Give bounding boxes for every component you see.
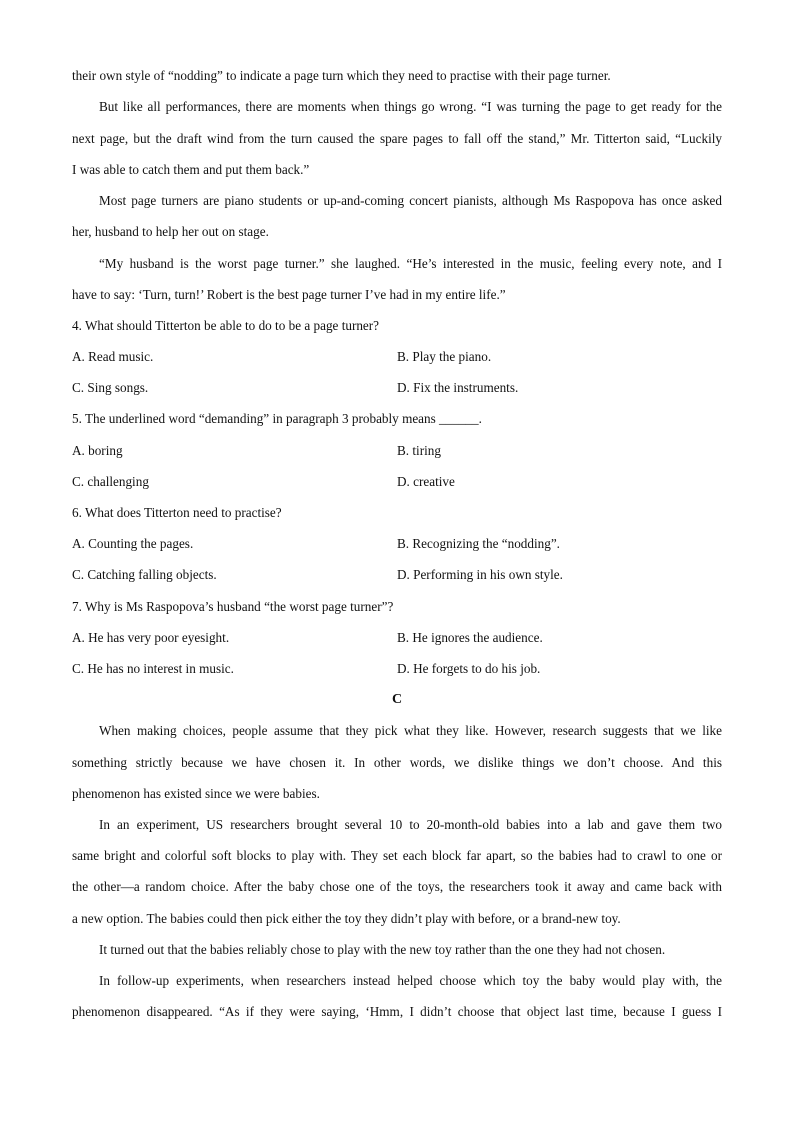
question-4-option-b: B. Play the piano. — [397, 349, 492, 364]
passage-b-paragraph-2-line-1: But like all performances, there are moments when things go wrong. “I was turning the page to get ready for the — [99, 99, 722, 114]
passage-b-paragraph-4-line-2: have to say: ‘Turn, turn!’ Robert is the best page turner I’ve had in my entire life.” — [72, 287, 506, 302]
question-4-option-a: A. Read music. — [72, 349, 154, 364]
question-7-option-d: D. He forgets to do his job. — [397, 661, 541, 676]
question-5-option-c: C. challenging — [72, 474, 149, 489]
passage-c-paragraph-2-line-2: same bright and colorful soft blocks to play with. They set each block far apart, so the babies had to crawl to one or — [72, 848, 722, 863]
question-5-option-b: B. tiring — [397, 443, 441, 458]
passage-c-paragraph-1-line-3: phenomenon has existed since we were babies. — [72, 786, 320, 801]
passage-c-paragraph-1-line-2: something strictly because we have chosen it. In other words, we dislike things we don’t choose. And this — [72, 755, 722, 770]
passage-b-paragraph-3-line-1: Most page turners are piano students or up-and-coming concert pianists, although Ms Raspopova has once asked — [99, 193, 722, 208]
question-5-option-d: D. creative — [397, 474, 455, 489]
passage-b-paragraph-2-line-3: I was able to catch them and put them back.” — [72, 162, 310, 177]
question-6-option-d: D. Performing in his own style. — [397, 567, 563, 582]
passage-c-paragraph-3: It turned out that the babies reliably chose to play with the new toy rather than the one they had not chosen. — [99, 942, 666, 957]
passage-c-paragraph-4-line-2: phenomenon disappeared. “As if they were saying, ‘Hmm, I didn’t choose that object last time, because I guess I — [72, 1004, 722, 1019]
passage-c-paragraph-4-line-1: In follow-up experiments, when researchers instead helped choose which toy the baby would play with, the — [99, 973, 722, 988]
passage-c-paragraph-2-line-1: In an experiment, US researchers brought several 10 to 20-month-old babies into a lab and gave them two — [99, 817, 722, 832]
passage-b-paragraph-4-line-1: “My husband is the worst page turner.” she laughed. “He’s interested in the music, feeling every note, and I — [99, 256, 722, 271]
question-5-option-a: A. boring — [72, 443, 123, 458]
question-7-option-c: C. He has no interest in music. — [72, 661, 234, 676]
passage-c-paragraph-1-line-1: When making choices, people assume that they pick what they like. However, research suggests that we like — [99, 723, 722, 738]
question-6-stem: 6. What does Titterton need to practise? — [72, 505, 282, 520]
question-7-option-a: A. He has very poor eyesight. — [72, 630, 230, 645]
question-6-option-b: B. Recognizing the “nodding”. — [397, 536, 560, 551]
passage-c-paragraph-2-line-4: a new option. The babies could then pick either the toy they didn’t play with before, or a brand-new toy. — [72, 911, 621, 926]
question-5-stem: 5. The underlined word “demanding” in paragraph 3 probably means ______. — [72, 411, 482, 426]
question-4-option-c: C. Sing songs. — [72, 380, 149, 395]
passage-b-paragraph-3-line-2: her, husband to help her out on stage. — [72, 224, 269, 239]
question-4-option-d: D. Fix the instruments. — [397, 380, 519, 395]
passage-b-paragraph-1-tail: their own style of “nodding” to indicate a page turn which they need to practise with their page turner. — [72, 68, 611, 83]
passage-c-paragraph-2-line-3: the other—a random choice. After the baby chose one of the toys, the researchers took it away and came back with — [72, 879, 722, 894]
question-6-option-a: A. Counting the pages. — [72, 536, 194, 551]
question-7-option-b: B. He ignores the audience. — [397, 630, 543, 645]
question-6-option-c: C. Catching falling objects. — [72, 567, 217, 582]
passage-b-paragraph-2-line-2: next page, but the draft wind from the turn caused the spare pages to fall off the stand,” Mr. Titterton said, “Luckily — [72, 131, 722, 146]
question-4-stem: 4. What should Titterton be able to do to be a page turner? — [72, 318, 380, 333]
question-7-stem: 7. Why is Ms Raspopova’s husband “the worst page turner”? — [72, 599, 394, 614]
passage-c-heading: C — [391, 692, 403, 707]
